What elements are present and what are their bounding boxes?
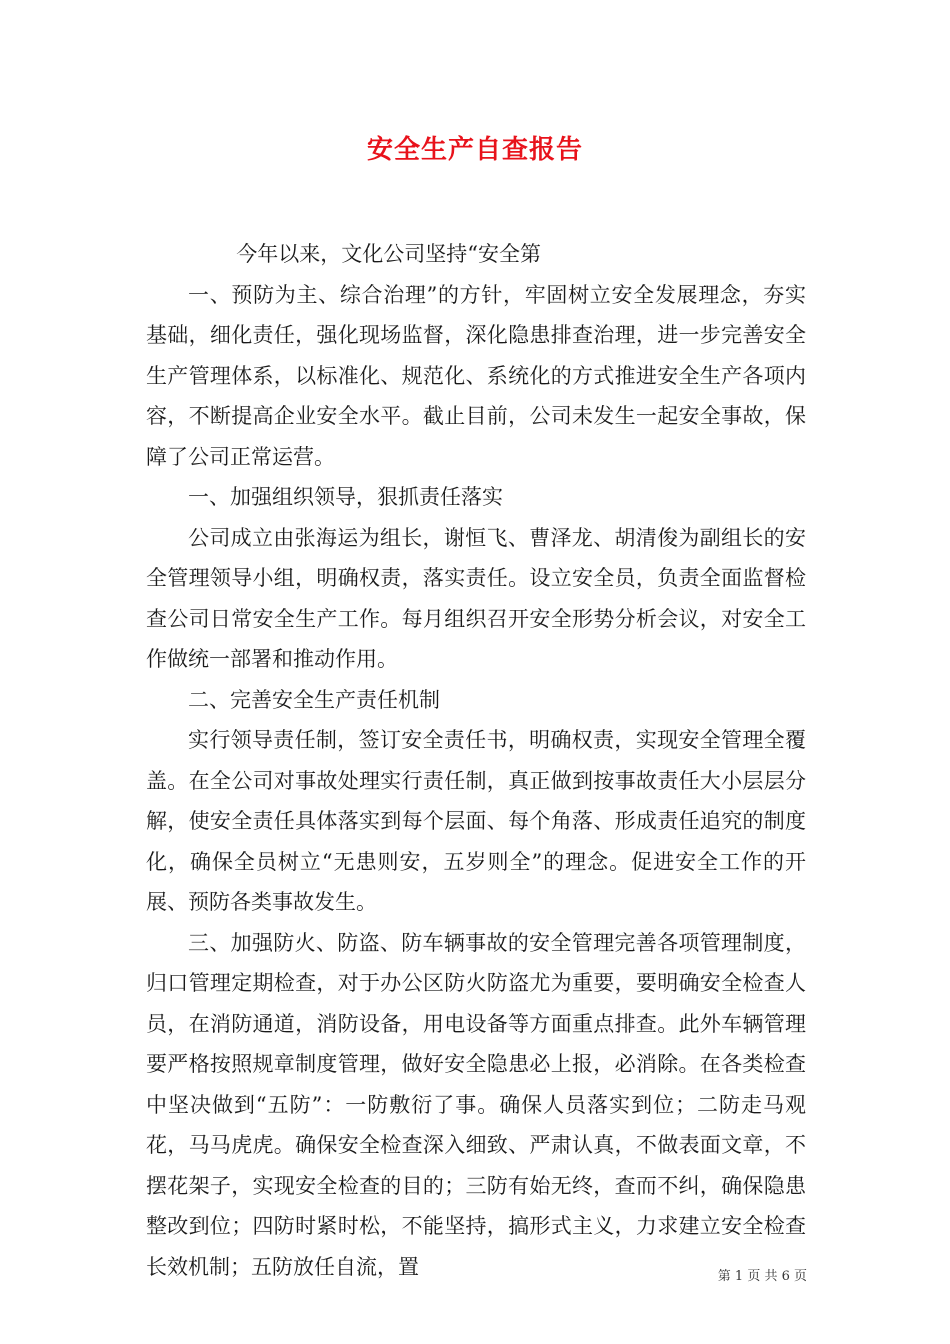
page-number-footer: 第 1 页 共 6 页 xyxy=(717,1269,807,1284)
paragraph-fire-theft-vehicle: 三、加强防火、防盗、防车辆事故的安全管理完善各项管理制度，归口管理定期检查，对于办公区防火防盗尤为重要，要明确安全检查人员，在消防通道，消防设备，用电设备等方面重点排查。此外车辆管理要严格按照规章制度管理，做好安全隐患必上报，必消除。在各类检查中坚决做到“五防”：一防敷衍了事。确保人员落实到位；二防走马观花，马马虎虎。确保安全检查深入细致、严肃认真，不做表面文章，不摆花架子，实现安全检查的目的；三防有始无终，查而不纠，确保隐患整改到位；四防时紧时松，不能坚持，搞形式主义，力求建立安全检查长效机制；五防放任自流，置 xyxy=(146,930,806,1279)
section-heading-1: 一、加强组织领导，狠抓责任落实 xyxy=(188,485,503,509)
document-title: 安全生产自查报告 xyxy=(366,135,583,165)
paragraph-responsibility: 实行领导责任制，签订安全责任书，明确权责，实现安全管理全覆盖。在全公司对事故处理实行责任制，真正做到按事故责任大小层层分解，使安全责任具体落实到每个层面、每个角落、形成责任追究的制度化，确保全员树立“无患则安，五岁则全”的理念。促进安全工作的开展、预防各类事故发生。 xyxy=(146,728,806,914)
paragraph-organization: 公司成立由张海运为组长，谢恒飞、曹泽龙、胡清俊为副组长的安全管理领导小组，明确权责，落实责任。设立安全员，负责全面监督检查公司日常安全生产工作。每月组织召开安全形势分析会议，对安全工作做统一部署和推动作用。 xyxy=(146,525,806,671)
section-heading-2: 二、完善安全生产责任机制 xyxy=(188,687,440,712)
paragraph-intro-fragment: 今年以来，文化公司坚持“安全第 xyxy=(236,242,542,266)
document-body xyxy=(146,234,806,1287)
paragraph-policy: 一、预防为主、综合治理”的方针，牢固树立安全发展理念，夯实基础，细化责任，强化现场监督，深化隐患排查治理，进一步完善安全生产管理体系，以标准化、规范化、系统化的方式推进安全生产各项内容，不断提高企业安全水平。截止目前，公司未发生一起安全事故，保障了公司正常运营。 xyxy=(146,282,806,469)
